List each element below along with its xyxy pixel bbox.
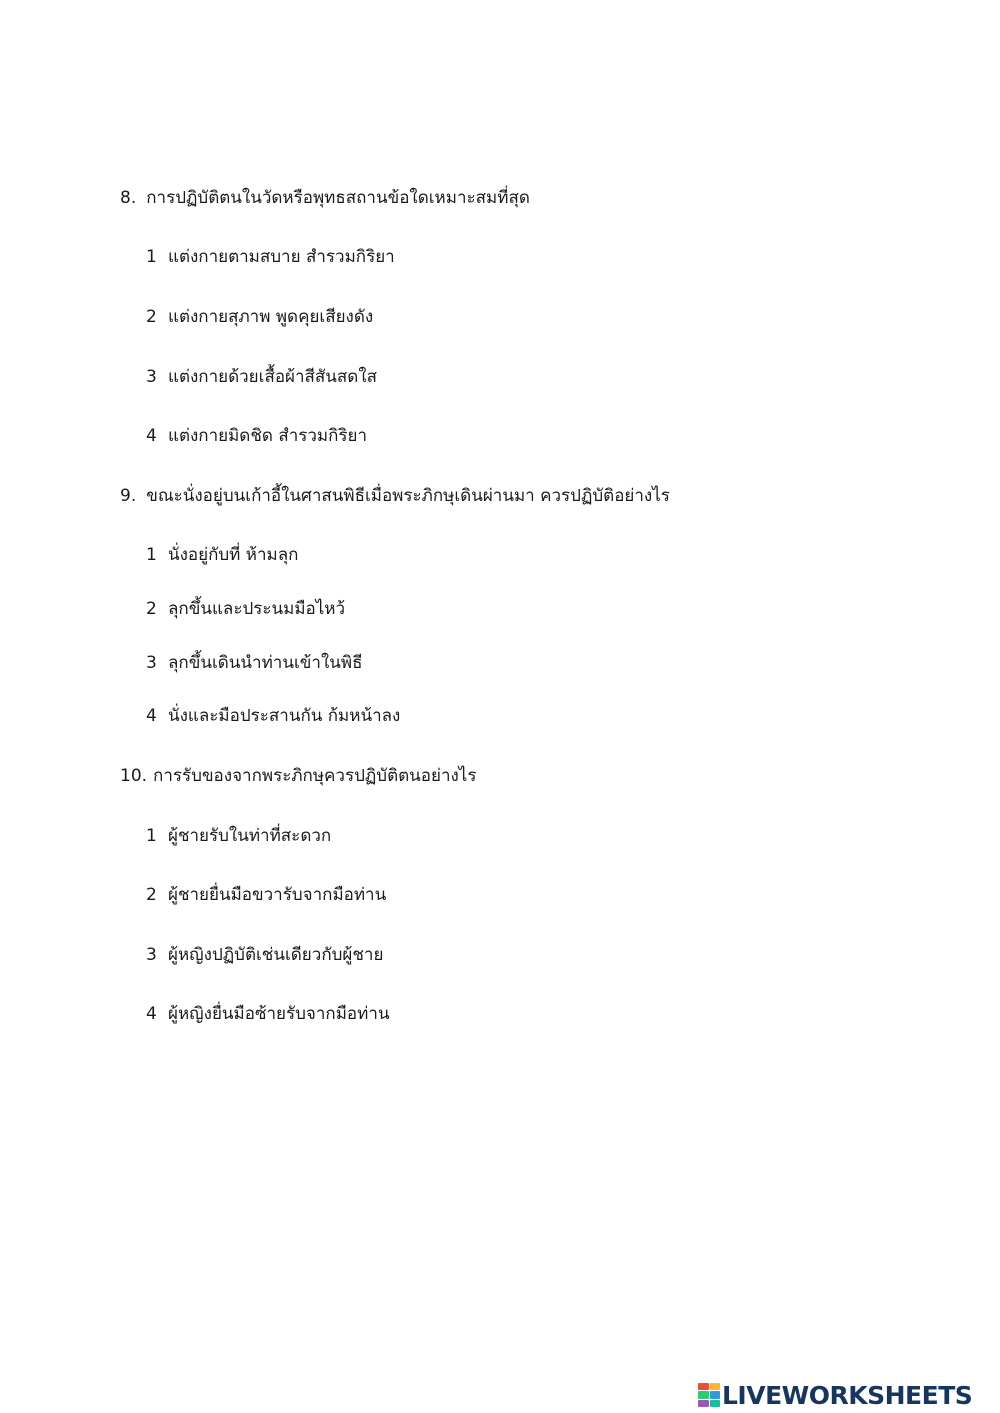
question-number: 10.: [120, 766, 148, 786]
question-8: [120, 186, 530, 210]
choice-text: แต่งกายด้วยเสื้อผ้าสีสันสดใส: [168, 367, 378, 387]
choice-text: นั่งและมือประสานกัน ก้มหน้าลง: [168, 706, 401, 726]
liveworksheets-logo-icon: [698, 1383, 720, 1407]
choice-number: 3: [146, 945, 157, 965]
watermark-text: LIVEWORKSHEETS: [722, 1380, 973, 1410]
question-9-choice-1[interactable]: [146, 543, 298, 567]
choice-number: 1: [146, 247, 157, 267]
choice-number: 1: [146, 545, 157, 565]
choice-number: 3: [146, 653, 157, 673]
choice-text: แต่งกายมิดชิด สำรวมกิริยา: [168, 426, 368, 446]
question-10-choice-1[interactable]: [146, 824, 331, 848]
question-9-choice-2[interactable]: [146, 597, 345, 621]
choice-text: ผู้ชายยื่นมือขวารับจากมือท่าน: [168, 885, 387, 905]
question-text: ขณะนั่งอยู่บนเก้าอี้ในศาสนพิธีเมื่อพระภิกษุเดินผ่านมา ควรปฏิบัติอย่างไร: [146, 486, 670, 506]
question-8-choice-3[interactable]: [146, 365, 377, 389]
choice-number: 1: [146, 826, 157, 846]
choice-text: นั่งอยู่กับที่ ห้ามลุก: [168, 545, 299, 565]
logo-tile: [698, 1391, 709, 1398]
choice-text: แต่งกายสุภาพ พูดคุยเสียงดัง: [168, 307, 374, 327]
choice-text: ผู้หญิงยื่นมือซ้ายรับจากมือท่าน: [168, 1004, 390, 1024]
question-number: 8.: [120, 188, 137, 208]
choice-text: แต่งกายตามสบาย สำรวมกิริยา: [168, 247, 395, 267]
choice-number: 2: [146, 885, 157, 905]
question-10-choice-4[interactable]: [146, 1002, 390, 1026]
question-8-choice-2[interactable]: [146, 305, 373, 329]
logo-tile: [710, 1391, 721, 1398]
question-10: [120, 764, 477, 788]
logo-tile: [698, 1400, 709, 1407]
logo-tile: [698, 1383, 709, 1390]
question-text: การรับของจากพระภิกษุควรปฏิบัติตนอย่างไร: [153, 766, 477, 786]
choice-number: 4: [146, 1004, 157, 1024]
question-9: [120, 484, 670, 508]
question-8-choice-1[interactable]: [146, 245, 395, 269]
choice-text: ผู้ชายรับในท่าที่สะดวก: [168, 826, 332, 846]
question-number: 9.: [120, 486, 137, 506]
choice-number: 3: [146, 367, 157, 387]
question-9-choice-4[interactable]: [146, 704, 400, 728]
question-8-choice-4[interactable]: [146, 424, 367, 448]
question-10-choice-3[interactable]: [146, 943, 383, 967]
choice-text: ลุกขึ้นและประนมมือไหว้: [168, 599, 346, 619]
choice-number: 4: [146, 706, 157, 726]
logo-tile: [710, 1383, 721, 1390]
choice-text: ผู้หญิงปฏิบัติเช่นเดียวกับผู้ชาย: [168, 945, 384, 965]
question-text: การปฏิบัติตนในวัดหรือพุทธสถานข้อใดเหมาะสมที่สุด: [146, 188, 530, 208]
liveworksheets-watermark: [698, 1380, 972, 1410]
logo-tile: [710, 1400, 721, 1407]
choice-number: 2: [146, 307, 157, 327]
question-10-choice-2[interactable]: [146, 883, 386, 907]
choice-text: ลุกขึ้นเดินนำท่านเข้าในพิธี: [168, 653, 363, 673]
choice-number: 4: [146, 426, 157, 446]
choice-number: 2: [146, 599, 157, 619]
question-9-choice-3[interactable]: [146, 651, 362, 675]
